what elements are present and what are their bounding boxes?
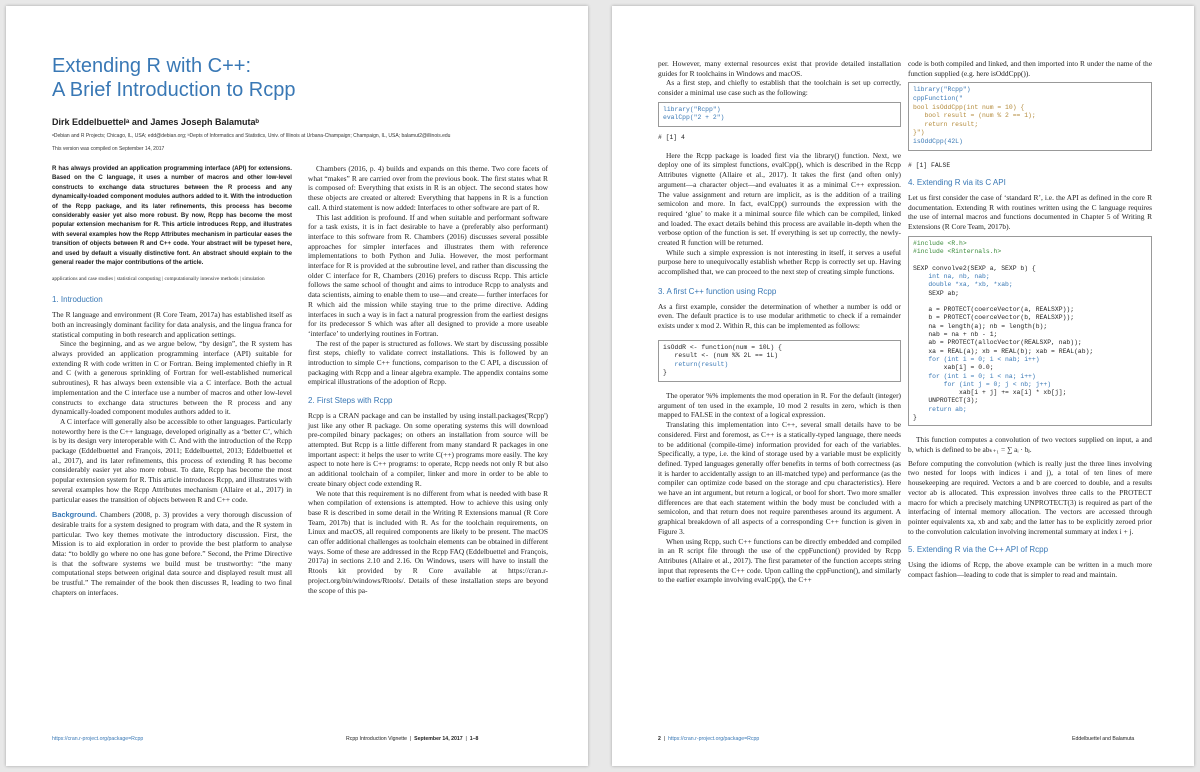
code-line: }") (913, 129, 925, 137)
p2-para-7: Translating this implementation into C++, several small details have to be considered. First and foremost, as C++ is a statically-typed language, there needs to be additional (compile-time) information provided for each of the variables. Specifically, a type, i.e. the kind of storage used by a variable must be explicitly defined. Typed languages generally offer benefits in terms of both correctness (as it is harder to accidentally assign to an ill-matched type) and performance (as the compiler can optimize code based on the storage and cpu characteristics). Here we have an int argument, but return a logical, or bool for short. Two more smaller differences are that each statement within the body must be concluded with a semicolon, and that return does not require parentheses around its argument. A graphical breakdown of all aspects of a corresponding C++ function is given in Figure 3. (658, 420, 901, 536)
code-line: evalCpp("2 + 2") (663, 114, 725, 122)
code-line: nab = na + nb - 1; (913, 331, 998, 339)
page-1 (6, 6, 588, 766)
code-line: for (int j = 0; j < nb; j++) (913, 380, 1052, 388)
code-line: } (913, 414, 917, 422)
p2-para-6: The operator %% implements the mod operation in R. For the default (integer) argument of ten used in the example, 10 mod 2 results in zero, which is then mapped to FALSE in the context of a logical expression. (658, 391, 901, 420)
section-1-title: 1. Introduction (52, 295, 103, 305)
section-3-title: 3. A first C++ function using Rcpp (658, 286, 777, 296)
p2-para-3: Here the Rcpp package is loaded first via the library() function. Next, we deploy one of its simplest functions, evalCpp(), which is described in the Rcpp Attributes vignette (Allaire et al., 2017). It takes the first (and often only) argument—a character object—and evaluates it as a minimal C++ expression. The value assignment and return are implicit, as is the addition of a trailing semicolon and more. In fact, evalCpp() surrounds the expression with the required ‘glue’ to make it a minimal source file which can be compiled, linked and loaded. The exact details behind this process are available in-depth when the verbose option of the function is set. If everything is set up correctly, the newly-created R function will be returned. (658, 150, 901, 248)
intro-paragraph-2: Since the beginning, and as we argue below, “by design”, the R system has always provided an application programming interface (API) suitable for extending R with code written in C or Fortran. Being implemented chiefly in R and C (with a generous sprinkling of Fortran for well-established numerical subroutines), R has always been extensible via a C interface. Both the actual implementation and the C interface use a number of macros and other low-level constructs to exchange data structures between the R process and any dynamically-loaded component modules authors added to it. (52, 339, 292, 417)
code-line: return result; (913, 120, 979, 128)
output-isoddcpp: # [1] FALSE (908, 161, 951, 169)
page1-column-2 (308, 164, 548, 595)
footer-url[interactable]: https://cran.r-project.org/package=Rcpp (668, 736, 760, 742)
code-line: xab[i] = 0.0; (913, 364, 994, 372)
code-line: } (663, 369, 667, 377)
output-evalcpp: # [1] 4 (658, 134, 685, 141)
code-line: isOddCpp(42L) (913, 137, 963, 145)
code-line: library("Rcpp") (913, 86, 971, 94)
code-line: result <- (num %% 2L == 1L) (663, 352, 779, 360)
sec2-paragraph-1: Rcpp is a CRAN package and can be installed by using install.packages('Rcpp') just like any other R package. On some operating systems this will download pre-compiled binary packages; on others an installation from source will be attempted. But Rcpp is a little different from many standard R packages in one important aspect: it helps the user to write C(++) programs more easily. The key aspect to note here is C++ programs: to operate, Rcpp needs not only R but also an additional toolchain of a compiler, linker and more in order to be able to create binary object code extending R. (308, 410, 548, 488)
p2-para-2: As a first step, and chiefly to establish that the toolchain is set up correctly, consider a minimal use case such as the following: (658, 78, 901, 98)
code-block-isoddr (658, 340, 901, 382)
code-line: #include <R.h> (913, 239, 967, 247)
p2-col2-para-2: Let us first consider the case of ‘standard R’, i.e. the API as defined in the core R documentation. Extending R with routines written using the C language requires the use of internal macros and functions documented in Chapter 5 of Writing R Extensions (R Core Team, 2017b). (908, 192, 1152, 232)
code-line: bool isOddCpp(int num = 10) { (913, 103, 1025, 111)
code-line: ab = PROTECT(allocVector(REALSXP, nab)); (913, 339, 1082, 347)
footer-date: September 14, 2017 (414, 736, 463, 742)
code-line: bool result = (num % 2 == 1); (913, 112, 1036, 120)
code-line: xa = REAL(a); xb = REAL(b); xab = REAL(ab); (913, 347, 1094, 355)
page-2 (612, 6, 1194, 766)
background-label: Background. (52, 510, 98, 520)
footer-page-number: 2 (658, 736, 661, 742)
affiliations: ᵃDebian and R Projects; Chicago, IL, USA; edd@debian.org; ᵇDepts of Informatics and Statistics, Univ. of Illinois at Urbana-Champaign; Champaign, IL, USA; balamut2@illinois.edu (52, 133, 451, 139)
section-5-title: 5. Extending R via the C++ API of Rcpp (908, 545, 1049, 555)
keywords: applications and case studies | statistical computing | computationally intensive methods | simulation (52, 276, 265, 283)
code-block-evalcpp (658, 102, 901, 127)
code-line: for (int i = 0; i < nab; i++) (913, 355, 1040, 363)
code-line: return(result) (663, 360, 729, 368)
footer-info: Rcpp Introduction Vignette | September 14, 2017 | 1–8 (346, 736, 479, 742)
p2-col2-para-5: Using the idioms of Rcpp, the above example can be written in a much more compact fashion—leading to code that is simpler to read and maintain. (908, 560, 1152, 579)
footer-vignette: Rcpp Introduction Vignette (346, 736, 408, 742)
title-line-2: A Brief Introduction to Rcpp (52, 79, 296, 101)
code-line: library("Rcpp") (663, 105, 721, 113)
col2-paragraph-1: Chambers (2016, p. 4) builds and expands on this theme. Two core facets of what “makes” R are carried over from the previous book. The first states what R is composed of: Everything that exists in R is an object. The second states how these objects are created or altered: Everything that happens in R is a function call. A third statement is now added: Interfaces to other software are part of R. (308, 164, 548, 212)
section-4-title: 4. Extending R via its C API (908, 178, 1006, 188)
footer-page: 1–8 (469, 736, 479, 742)
title-line-1: Extending R with C++: (52, 55, 251, 77)
page1-column-1 (52, 164, 292, 598)
p2-col2-para-4: Before computing the convolution (which is really just the three lines involving two nested for loops with indices i and j), a total of ten lines of mere housekeeping are required. Vectors a and b are coerced to double, and a results vector ab is allocated. This expression involves three calls to the PROTECT macro for which a precisely matching UNPROTECT(3) is required as part of the interfacing of internal memory allocation. The vectors are accessed through pointer equivalents xa, xb and xab; and the latter has to be explicitly zeroed prior to the convolution calculation involving incremental summary at index i + j. (908, 458, 1152, 536)
paper-title (52, 54, 295, 102)
code-line: a = PROTECT(coerceVector(a, REALSXP)); (913, 306, 1075, 314)
background-text: Chambers (2008, p. 3) provides a very thorough discussion of desirable traits for a system designed to program with data, and the R system in particular. Two key themes motivate the introductory discussion. First, the Mission is to aid exploration in order to provide the best platform to analyse data: “to boldly go where no one has gone before.” Second, the Prime Directive is that the software systems we build must be trustworthy: “the many computational steps between original data source and displayed result must all be trustful.” The remainder of the book then discusses R, leading to two final chapters on interfaces. (52, 510, 292, 597)
code-line: #include <Rinternals.h> (913, 248, 1002, 256)
code-line: double *xa, *xb, *xab; (913, 281, 1013, 289)
abstract: R has always provided an application programming interface (API) for extensions. Based on the C language, it uses a number of macros and other low-level constructs to exchange data structures between the R process and any dynamically-loaded component modules authors added to it. With the introduction of the Rcpp package, and its later refinements, this process has become considerably easier yet also more robust. By now, Rcpp has become the most popular extension mechanism for R. This article introduces Rcpp, and illustrates with several examples how the Rcpp Attributes mechanism in particular eases the transition of objects between R and C++ code. Your abstract will be typeset here, and used by default a visually distinctive font. An abstract should explain to the general reader the major contributions of the article. (52, 165, 292, 267)
code-line: na = length(a); nb = length(b); (913, 322, 1048, 330)
code-line: SEXP ab; (913, 289, 960, 297)
p2-para-8: When using Rcpp, such C++ functions can be directly embedded and compiled in an R script file through the use of the cppFunction() provided by Rcpp Attributes (Allaire et al., 2017). The first parameter of the function accepts string input that represents the C++ code. Upon calling the cppFunction(), and similarly to the earlier example involving evalCpp(), the C++ (658, 536, 901, 585)
footer-left: 2 | https://cran.r-project.org/package=Rcpp (658, 736, 760, 742)
p2-col2-para-3: This function computes a convolution of two vectors supplied on input, a and b, which is defined to be abₖ₊₁ = ∑ aᵢ · bⱼ. (908, 435, 1152, 455)
code-line: isOddR <- function(num = 10L) { (663, 343, 782, 351)
code-line: for (int i = 0; i < na; i++) (913, 372, 1036, 380)
footer-authors: Eddelbuettel and Balamuta (1072, 736, 1135, 742)
version-line: This version was compiled on September 14, 2017 (52, 146, 165, 152)
col2-paragraph-3: The rest of the paper is structured as follows. We start by discussing possible first steps, chiefly to validate correct installations. This is followed by an introduction to simple C++ functions, comparison to the C API, a discussion of packaging with Rcpp and a linear algebra example. The appendix contains some empirical illustrations of the adoption of Rcpp. (308, 338, 548, 387)
code-line: UNPROTECT(3); (913, 397, 979, 405)
section-2-title: 2. First Steps with Rcpp (308, 396, 393, 406)
code-line: int na, nb, nab; (913, 272, 990, 280)
code-line: xab[i + j] += xa[i] * xb[j]; (913, 389, 1067, 397)
code-line: b = PROTECT(coerceVector(b, REALSXP)); (913, 314, 1075, 322)
code-block-isoddcpp (908, 82, 1152, 150)
col2-paragraph-2: This last addition is profound. If and when suitable and performant software for a task exists, it is in fact desirable to have a (preferably also performant) interface to this software from R. Chambers (2016) discusses several possible approaches for simpler interfaces and illustrates them with reference implementations to both Python and Julia. However, the most performant interface for R is provided at the subroutine level, and rather than discussing the older C interface for R, Chambers (2016) prefers to discuss Rcpp. This article follows the same school of thought and aims to introduce Rcpp to analysts and data scientists, aiming to enable them to use—and create— further interfaces for R which aid the mission while staying true to the prime directive. Adding interfaces in such a way is in fact a natural progression from the earliest designs for its predecessor S which was after all designed to provide a more useable ‘interface’ to underlying routines in Fortran. (308, 212, 548, 338)
p2-col2-para-1: code is both compiled and linked, and then imported into R under the name of the function supplied (e.g. here isOddCpp()). (908, 59, 1152, 78)
p2-intro: per. However, many external resources exist that provide detailed installation guides for R toolchains in Windows and macOS. (658, 59, 901, 78)
intro-paragraph-3: A C interface will generally also be accessible to other languages. Particularly noteworthy here is the C++ language, developed originally as a ‘better C’, which is by its design very interoperable with C. And with the introduction of the Rcpp package (Eddelbuettel and François, 2011; Eddelbuettel, 2013; Eddelbuettel et al., 2017), and its later refinements, this process of extending R has become considerably easier yet also more robust. To date, Rcpp has become the most popular extension system for R. This article introduces Rcpp, and illustrates with several examples how the Rcpp Attributes mechanism (Allaire et al., 2017) in particular eases the transition of objects between R and C++ code. (52, 416, 292, 504)
authors: Dirk Eddelbuettelᵃ and James Joseph Balamutaᵇ (52, 117, 259, 127)
code-line: cppFunction(" (913, 95, 963, 102)
page2-column-2 (908, 59, 1152, 579)
code-line: return ab; (913, 405, 967, 413)
intro-paragraph-1: The R language and environment (R Core Team, 2017a) has established itself as both an increasingly dominant facility for data analysis, and the lingua franca for statistical computing in both research and application settings. (52, 310, 292, 339)
code-block-convolve2 (908, 236, 1152, 427)
p2-para-4: While such a simple expression is not interesting in itself, it serves a useful purpose here to unequivocally establish whether Rcpp is correctly set up. Having accomplished that, we can proceed to the next step of creating simple functions. (658, 247, 901, 277)
page2-column-1 (658, 59, 901, 585)
footer-url[interactable]: https://cran.r-project.org/package=Rcpp (52, 736, 144, 742)
sec2-paragraph-2: We note that this requirement is no different from what is needed with base R when compilation of extensions is attempted. How to achieve this using only base R is described in some detail in the Writing R Extensions manual (R Core Team, 2017b) that is included with R. As for the toolchain requirements, on Linux and macOS, all required components are likely to be present. The macOS can offer additional challenges as toolchain elements can be obtained in different ways. Some of these are addressed in the Rcpp FAQ (Eddelbuettel and François, 2017a) in sections 2.10 and 2.16. On Windows, users will have to install the Rtools kit provided by R Core available at https://cran.r-project.org/bin/windows/Rtools/. Details of these installation steps are beyond the scope of this pa- (308, 488, 548, 595)
p2-para-5: As a first example, consider the determination of whether a number is odd or even. The default practice is to use modular arithmetic to check if a remainder exists under x mod 2. Within R, this can be implemented as follows: (658, 301, 901, 330)
code-line: SEXP convolve2(SEXP a, SEXP b) { (913, 264, 1036, 272)
